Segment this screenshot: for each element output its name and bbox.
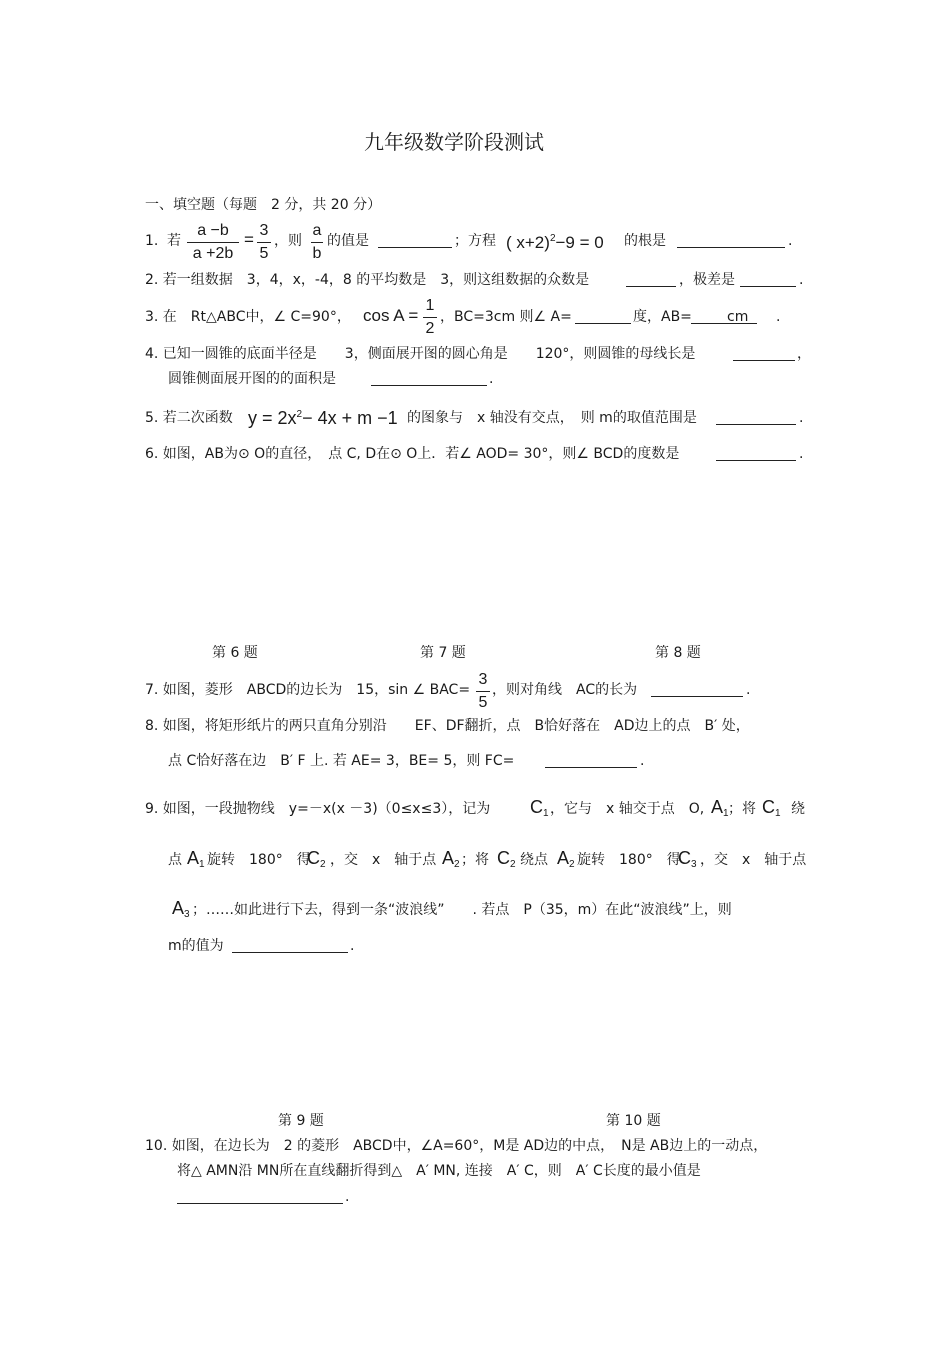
q7-text: 7. 如图，菱形 ABCD的边长为 15，sin ∠ BAC= <box>145 682 471 698</box>
q3-cos: cos A = <box>363 306 419 325</box>
q1-text-value: 的值是 <box>327 233 369 249</box>
q3-text: 3. 在 Rt△ABC中，∠ C=90°， <box>145 309 351 325</box>
q9-a2-subscript: 2 <box>454 859 460 870</box>
q3-frac-numerator: 1 <box>425 297 435 314</box>
q1-period: . <box>788 233 793 249</box>
q3-text-3: 度，AB= <box>633 309 692 325</box>
q9-c2b-subscript: 2 <box>510 859 516 870</box>
q9-curve-c2-b <box>497 849 516 874</box>
q1-text-root: 的根是 <box>624 233 666 249</box>
q6-text: 6. 如图，AB为⊙ O的直径， 点 C, D在⊙ O上．若∠ AOD= 30°，则∠ BCD的度数是 <box>145 446 680 462</box>
q1-frac2-denominator: 5 <box>259 245 269 262</box>
q1-answer-blank-1[interactable] <box>378 233 452 248</box>
q8-period: . <box>640 753 645 769</box>
q6-period: . <box>799 446 804 462</box>
q9-line-2-b: 旋转 180° 得 <box>207 852 311 868</box>
q9-c2-letter: C <box>307 848 320 868</box>
q9-period: . <box>350 938 355 954</box>
q9-c3-letter: C <box>678 848 691 868</box>
q9-a1b-subscript: 1 <box>199 859 205 870</box>
figure-label-7: 第 7 题 <box>420 645 466 661</box>
q4-line-2: 圆锥侧面展开图的的面积是 <box>168 371 336 387</box>
q3-frac-denominator: 2 <box>425 320 435 337</box>
q9-line-3: ；……如此进行下去，得到一条“波浪线” . 若点 P（35，m）在此“波浪线”上，则 <box>192 902 732 918</box>
q4-line-1: 4. 已知一圆锥的底面半径是 3，侧面展开图的圆心角是 120°，则圆锥的母线长是 <box>145 346 696 362</box>
q7-frac-denominator: 5 <box>478 694 488 711</box>
q2-answer-blank-2[interactable] <box>740 272 796 287</box>
q9-a1-subscript: 1 <box>723 808 729 819</box>
q9-line-2-g: ，交 x 轴于点 <box>700 852 807 868</box>
q9-c2-subscript: 2 <box>320 859 326 870</box>
q7-fraction <box>476 671 490 712</box>
q9-a2b-letter: A <box>557 848 570 868</box>
q9-c1b-subscript: 1 <box>775 808 781 819</box>
q4-comma: ， <box>797 346 811 362</box>
q8-line-1: 8. 如图，将矩形纸片的两只直角分别沿 EF、DF翻折，点 B恰好落在 AD边上的点 B′ 处， <box>145 718 750 734</box>
q5-text-2: 的图象与 x 轴没有交点， 则 m的取值范围是 <box>407 410 697 426</box>
q1-fraction-1 <box>187 222 239 263</box>
q9-a3-subscript: 3 <box>184 909 190 920</box>
q5-answer-blank[interactable] <box>716 410 796 425</box>
q9-point-a1 <box>711 798 729 823</box>
fraction-bar <box>257 242 271 243</box>
q1-fraction-3 <box>311 222 323 263</box>
q5-func-part-1: y = 2x <box>248 408 297 428</box>
q5-function <box>248 406 398 427</box>
fraction-bar <box>423 317 437 318</box>
q2-text: 2. 若一组数据 3，4，x，-4，8 的平均数是 3，则这组数据的众数是 <box>145 272 590 288</box>
q9-line-2-f: 旋转 180° 得 <box>577 852 681 868</box>
q3-fraction <box>423 297 437 338</box>
q3-text-2: ，BC=3cm 则∠ A= <box>440 309 572 325</box>
q9-a2-letter: A <box>442 848 455 868</box>
q9-line-1-b: ，它与 x 轴交于点 O, <box>550 801 705 817</box>
q9-a1-letter: A <box>711 797 724 817</box>
q1-eq-base: ( x+2) <box>506 233 550 252</box>
q3-answer-blank-1[interactable] <box>575 309 631 324</box>
q1-eq-exponent: 2 <box>549 233 556 244</box>
q9-curve-c1-b <box>762 798 781 823</box>
q9-c3-subscript: 3 <box>691 859 697 870</box>
q1-number: 1. <box>145 233 159 249</box>
q9-c1-letter: C <box>530 797 543 817</box>
q1-text-then: ，则 <box>274 233 302 249</box>
q9-line-1-c: ；将 <box>728 801 756 817</box>
q7-frac-numerator: 3 <box>478 671 488 688</box>
q4-answer-blank-2[interactable] <box>371 371 487 386</box>
page-title: 九年级数学阶段测试 <box>364 130 544 154</box>
q9-curve-c2 <box>307 849 326 874</box>
q5-func-exponent: 2 <box>296 409 303 420</box>
q5-func-part-2: − 4x + m −1 <box>302 408 398 428</box>
q1-text-equation: ；方程 <box>454 233 496 249</box>
q10-period: . <box>345 1189 350 1205</box>
q9-line-2-c: ，交 x 轴于点 <box>330 852 437 868</box>
q10-answer-blank[interactable] <box>177 1189 343 1204</box>
q2-answer-blank-1[interactable] <box>626 272 676 287</box>
q1-frac1-numerator: a −b <box>197 222 229 239</box>
q1-frac3-denominator: b <box>312 245 322 262</box>
q9-line-4: m的值为 <box>168 938 224 954</box>
q9-line-1-a: 9. 如图，一段抛物线 y=－x(x －3)（0≤x≤3），记为 <box>145 801 491 817</box>
q9-c1b-letter: C <box>762 797 775 817</box>
q9-point-a2 <box>442 849 460 874</box>
q9-answer-blank[interactable] <box>232 938 348 953</box>
q9-curve-c1 <box>530 798 549 823</box>
q8-answer-blank[interactable] <box>545 753 637 768</box>
q4-period: . <box>489 371 494 387</box>
q1-frac3-numerator: a <box>312 222 322 239</box>
q1-fraction-2 <box>257 222 271 263</box>
fraction-bar <box>476 691 490 692</box>
section-heading: 一、填空题（每题 2 分，共 20 分） <box>145 197 382 213</box>
q1-answer-blank-2[interactable] <box>677 233 785 248</box>
figure-label-9: 第 9 题 <box>278 1113 324 1129</box>
q10-line-1: 10. 如图，在边长为 2 的菱形 ABCD中，∠A=60°，M是 AD边的中点， N是 AB边上的一动点， <box>145 1138 768 1154</box>
q1-frac2-numerator: 3 <box>259 222 269 239</box>
figure-label-10: 第 10 题 <box>606 1113 661 1129</box>
q7-period: . <box>746 682 751 698</box>
q9-point-a2-b <box>557 849 575 874</box>
q7-text-2: ，则对角线 AC的长为 <box>492 682 638 698</box>
q1-equals: = <box>244 230 254 249</box>
q4-answer-blank-1[interactable] <box>733 346 795 361</box>
q9-a1b-letter: A <box>187 848 200 868</box>
q1-text-if: 若 <box>167 233 181 249</box>
q10-line-2: 将△ AMN沿 MN所在直线翻折得到△ A′ MN, 连接 A′ C，则 A′ C长度的最小值是 <box>177 1163 701 1179</box>
q1-equation <box>506 230 604 252</box>
q5-period: . <box>799 410 804 426</box>
q2-text-range: ，极差是 <box>679 272 735 288</box>
q9-line-1-d: 绕 <box>791 801 805 817</box>
q9-a2b-subscript: 2 <box>569 859 575 870</box>
q9-c1-subscript: 1 <box>543 808 549 819</box>
q2-period: . <box>799 272 804 288</box>
q8-line-2: 点 C恰好落在边 B′ F 上. 若 AE= 3，BE= 5，则 FC= <box>168 753 515 769</box>
q6-answer-blank[interactable] <box>716 446 796 461</box>
q1-eq-rest: −9 = 0 <box>555 233 604 252</box>
figure-label-6: 第 6 题 <box>212 645 258 661</box>
q9-point-a1-b <box>187 849 205 874</box>
q9-c2b-letter: C <box>497 848 510 868</box>
q7-answer-blank[interactable] <box>651 682 743 697</box>
fraction-bar <box>187 242 239 243</box>
q9-line-2-e: 绕点 <box>520 852 548 868</box>
q1-frac1-denominator: a +2b <box>192 245 234 262</box>
q3-period: . <box>776 309 781 325</box>
q3-unit: cm <box>727 309 749 325</box>
q9-line-2-a: 点 <box>168 852 182 868</box>
q9-line-2-d: ；将 <box>461 852 489 868</box>
figure-label-8: 第 8 题 <box>655 645 701 661</box>
q9-point-a3 <box>172 899 190 924</box>
q5-text: 5. 若二次函数 <box>145 410 233 426</box>
fraction-bar <box>311 242 323 243</box>
q9-curve-c3 <box>678 849 697 874</box>
q9-a3-letter: A <box>172 898 185 918</box>
